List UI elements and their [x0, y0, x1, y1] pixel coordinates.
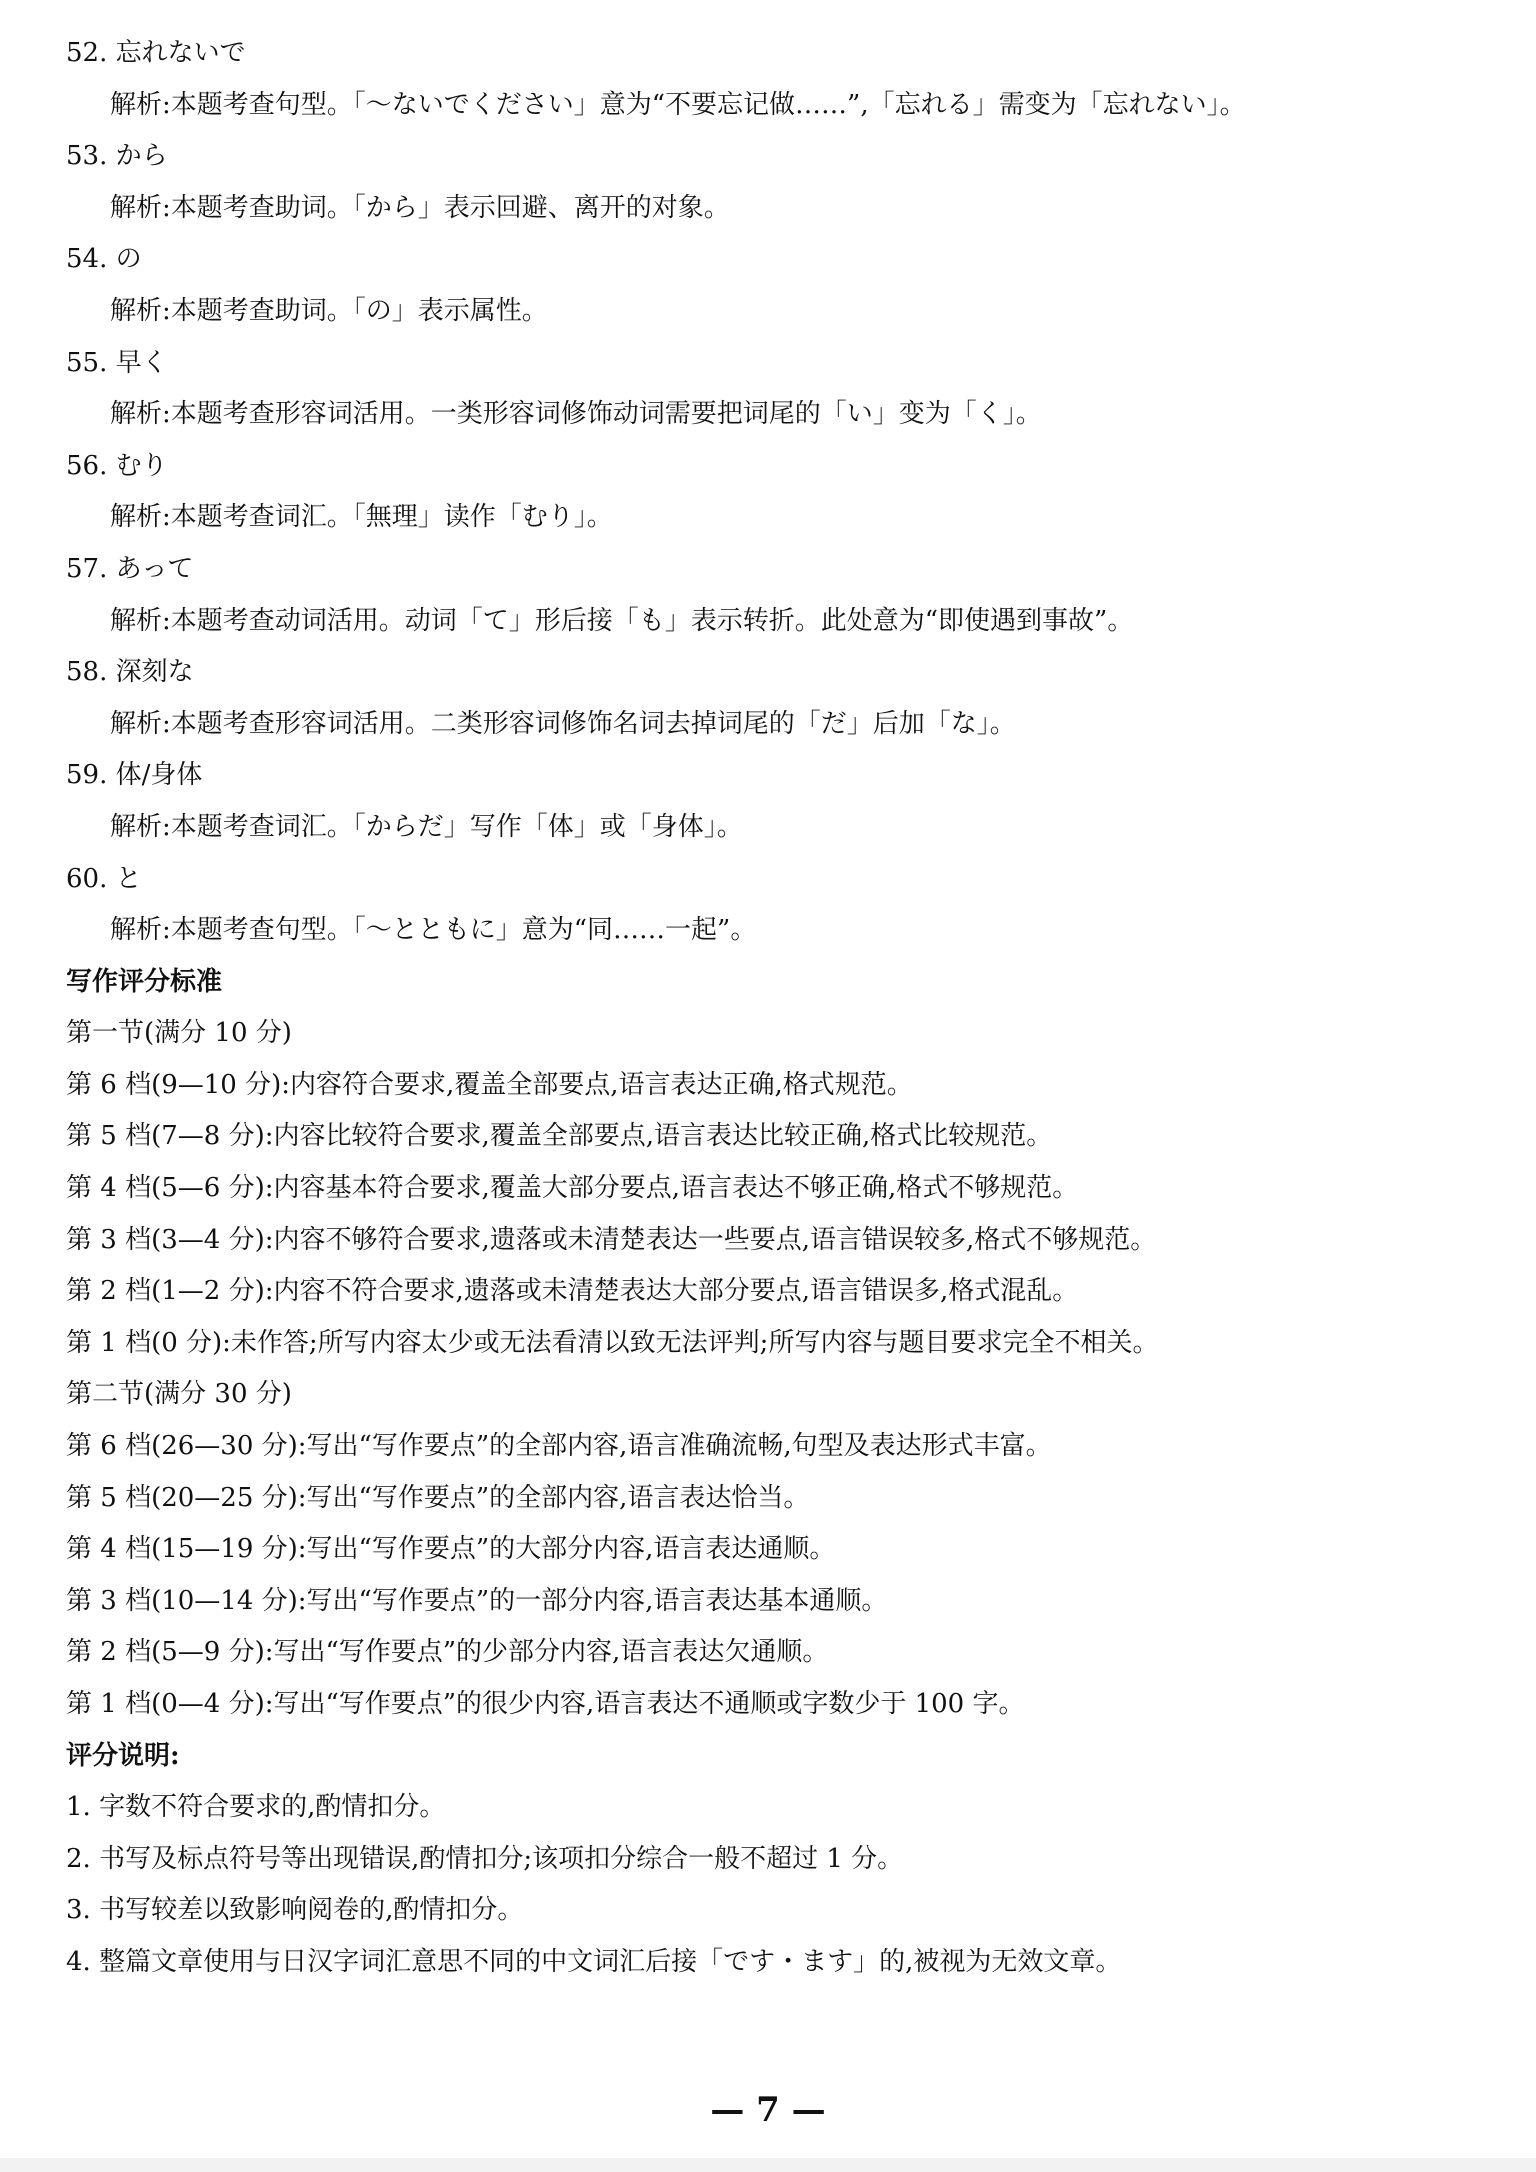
- explanation-text: 解析:本题考查助词。「から」表示回避、离开的对象。: [110, 192, 730, 223]
- explanation-text: 解析:本题考查助词。「の」表示属性。: [110, 295, 548, 326]
- explanation-text: 解析:本题考查句型。「～とともに」意为“同……一起”。: [110, 915, 757, 946]
- answer-57: [66, 544, 1486, 647]
- answer-53: [66, 131, 1486, 234]
- writing-criteria-heading: 写作评分标准: [66, 966, 223, 997]
- scoring-notes-heading: 评分说明:: [66, 1740, 180, 1771]
- answer-text: 57. あって: [66, 553, 194, 584]
- explanation-text: 解析:本题考查词汇。「無理」读作「むり」。: [110, 502, 613, 533]
- answer-59: [66, 750, 1486, 853]
- answer-55: [66, 338, 1486, 441]
- grade-level: 第 3 档(10—14 分):写出“写作要点”的一部分内容,语言表达基本通顺。: [66, 1585, 888, 1616]
- grade-level: 第 3 档(3—4 分):内容不够符合要求,遗落或未清楚表达一些要点,语言错误较多,格式不够规范。: [66, 1224, 1157, 1255]
- scoring-notes-list: [66, 1782, 1486, 1988]
- scoring-note: 1. 字数不符合要求的,酌情扣分。: [66, 1792, 446, 1823]
- explanation-text: 解析:本题考查形容词活用。一类形容词修饰动词需要把词尾的「い」变为「く」。: [110, 399, 1042, 430]
- grade-level: 第 4 档(15—19 分):写出“写作要点”的大部分内容,语言表达通顺。: [66, 1534, 836, 1565]
- grade-level: 第 6 档(26—30 分):写出“写作要点”的全部内容,语言准确流畅,句型及表达形式丰富。: [66, 1431, 1052, 1462]
- grade-level: 第 6 档(9—10 分):内容符合要求,覆盖全部要点,语言表达正确,格式规范。: [66, 1069, 913, 1100]
- writing-section-1: [66, 1008, 1486, 1369]
- explanation-text: 解析:本题考查形容词活用。二类形容词修饰名词去掉词尾的「だ」后加「な」。: [110, 708, 1016, 739]
- page-content: [66, 28, 1486, 1989]
- answer-text: 60. と: [66, 863, 142, 894]
- explanation-text: 解析:本题考查动词活用。动词「て」形后接「も」表示转折。此处意为“即使遇到事故”。: [110, 605, 1134, 636]
- answer-54: [66, 234, 1486, 337]
- answer-text: 54. の: [66, 244, 142, 275]
- answer-text: 59. 体/身体: [66, 760, 203, 791]
- grade-level: 第 4 档(5—6 分):内容基本符合要求,覆盖大部分要点,语言表达不够正确,格式不够规范。: [66, 1173, 1079, 1204]
- grade-level: 第 1 档(0—4 分):写出“写作要点”的很少内容,语言表达不通顺或字数少于 100 字。: [66, 1689, 1025, 1719]
- answer-52: [66, 28, 1486, 131]
- answer-text: 53. から: [66, 141, 168, 172]
- explanation-text: 解析:本题考查词汇。「からだ」写作「体」或「身体」。: [110, 811, 743, 842]
- scoring-note: 2. 书写及标点符号等出现错误,酌情扣分;该项扣分综合一般不超过 1 分。: [66, 1843, 904, 1874]
- grade-level: 第 2 档(1—2 分):内容不符合要求,遗落或未清楚表达大部分要点,语言错误多,格式混乱。: [66, 1276, 1079, 1307]
- page-number: — 7 —: [710, 2090, 826, 2130]
- answer-56: [66, 441, 1486, 544]
- answer-60: [66, 854, 1486, 957]
- answer-58: [66, 647, 1486, 750]
- section-title: 第二节(满分 30 分): [66, 1379, 292, 1410]
- grade-level: 第 2 档(5—9 分):写出“写作要点”的少部分内容,语言表达欠通顺。: [66, 1637, 829, 1668]
- scoring-note: 3. 书写较差以致影响阅卷的,酌情扣分。: [66, 1895, 524, 1926]
- grade-level: 第 5 档(7—8 分):内容比较符合要求,覆盖全部要点,语言表达比较正确,格式比较规范。: [66, 1121, 1053, 1152]
- grade-level: 第 1 档(0 分):未作答;所写内容太少或无法看清以致无法评判;所写内容与题目要求完全不相关。: [66, 1327, 1159, 1358]
- answer-text: 55. 早く: [66, 347, 168, 378]
- section-title: 第一节(满分 10 分): [66, 1018, 292, 1049]
- answer-text: 56. むり: [66, 450, 168, 481]
- explanation-text: 解析:本题考查句型。「～ないでください」意为“不要忘记做……”,「忘れる」需变为「忘れない」。: [110, 89, 1246, 120]
- bottom-margin-band: [0, 2158, 1536, 2172]
- answer-text: 52. 忘れないで: [66, 38, 246, 68]
- grade-level: 第 5 档(20—25 分):写出“写作要点”的全部内容,语言表达恰当。: [66, 1482, 810, 1513]
- writing-section-2: [66, 1369, 1486, 1730]
- answer-text: 58. 深刻な: [66, 657, 194, 688]
- scoring-note: 4. 整篇文章使用与日汉字词汇意思不同的中文词汇后接「です・ます」的,被视为无效文章。: [66, 1946, 1122, 1977]
